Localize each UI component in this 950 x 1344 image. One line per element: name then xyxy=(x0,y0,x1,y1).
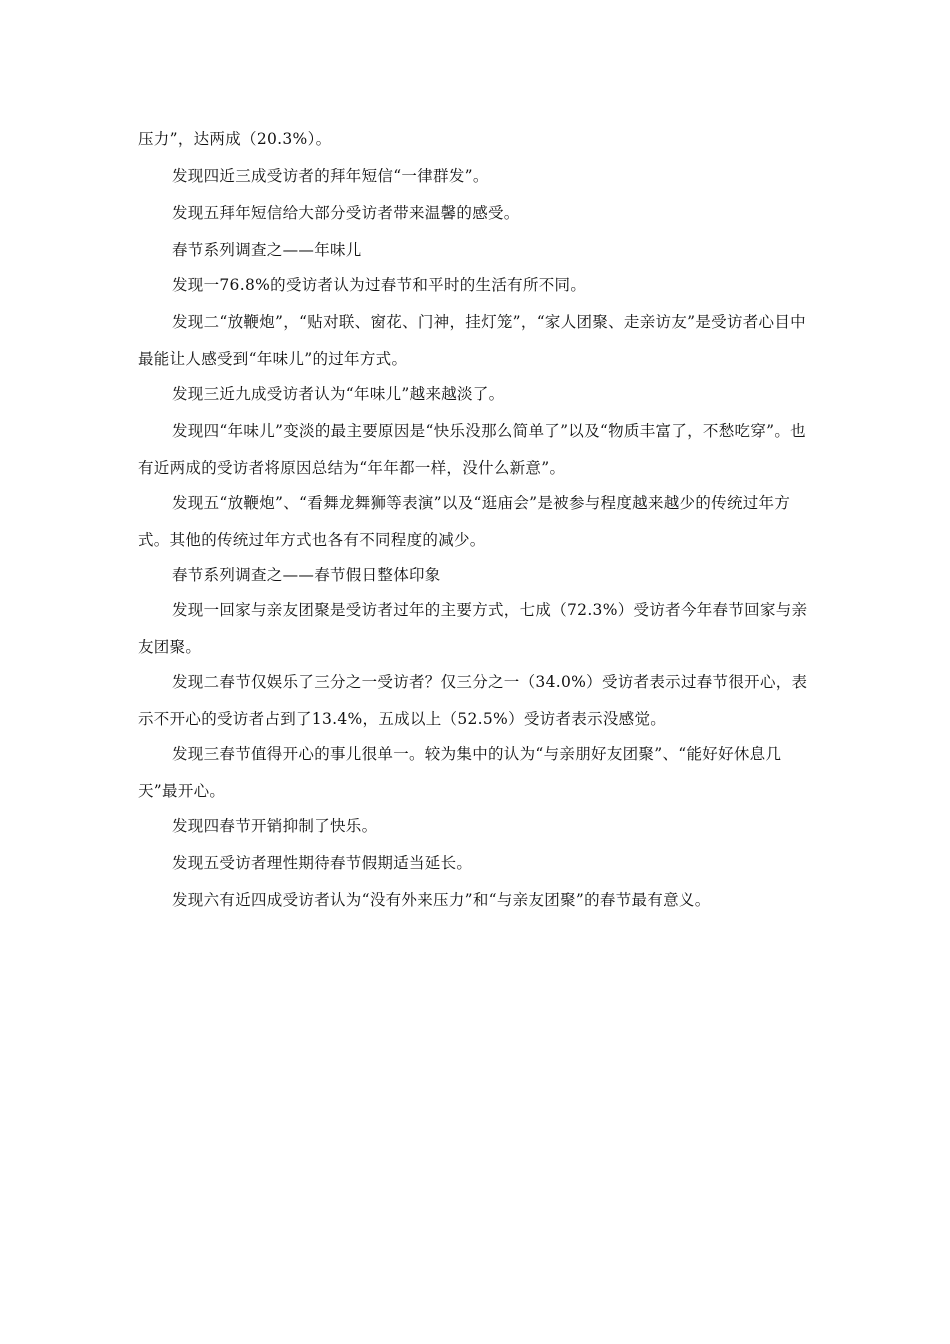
paragraph-finding-5-sms: 发现五拜年短信给大部分受访者带来温馨的感受。 xyxy=(172,204,520,222)
paragraph-finding-3-nianweir: 发现三近九成受访者认为“年味儿”越来越淡了。 xyxy=(172,385,505,403)
paragraph-finding-4-nianweir: 发现四“年味儿”变淡的最主要原因是“快乐没那么简单了”以及“物质丰富了，不愁吃穿”。也有近两成的受访者将原因总结为“年年都一样，没什么新意”。 xyxy=(138,422,806,477)
paragraph-finding-1-nianweir: 发现一76.8%的受访者认为过春节和平时的生活有所不同。 xyxy=(172,276,587,294)
paragraph-finding-5-nianweir: 发现五“放鞭炮”、“看舞龙舞狮等表演”以及“逛庙会”是被参与程度越来越少的传统过年方式。其他的传统过年方式也各有不同程度的减少。 xyxy=(138,494,791,549)
paragraph-finding-4-holiday: 发现四春节开销抑制了快乐。 xyxy=(172,817,378,835)
section-heading-holiday-impression: 春节系列调查之——春节假日整体印象 xyxy=(172,566,441,584)
paragraph-finding-4-sms: 发现四近三成受访者的拜年短信“一律群发”。 xyxy=(172,167,489,185)
paragraph-continuation: 压力”，达两成（20.3%）。 xyxy=(138,130,332,148)
paragraph-finding-2-holiday: 发现二春节仅娱乐了三分之一受访者？仅三分之一（34.0%）受访者表示过春节很开心，表示不开心的受访者占到了13.4%，五成以上（52.5%）受访者表示没感觉。 xyxy=(138,673,808,728)
section-heading-nianweir: 春节系列调查之——年味儿 xyxy=(172,241,362,259)
paragraph-finding-3-holiday: 发现三春节值得开心的事儿很单一。较为集中的认为“与亲朋好友团聚”、“能好好休息几天”最开心。 xyxy=(138,745,782,800)
paragraph-finding-1-holiday: 发现一回家与亲友团聚是受访者过年的主要方式，七成（72.3%）受访者今年春节回家与亲友团聚。 xyxy=(138,601,808,656)
paragraph-finding-5-holiday: 发现五受访者理性期待春节假期适当延长。 xyxy=(172,854,473,872)
document-body xyxy=(138,124,818,922)
paragraph-finding-2-nianweir: 发现二“放鞭炮”，“贴对联、窗花、门神，挂灯笼”，“家人团聚、走亲访友”是受访者心目中最能让人感受到“年味儿”的过年方式。 xyxy=(138,313,806,368)
paragraph-finding-6-holiday: 发现六有近四成受访者认为“没有外来压力”和“与亲友团聚”的春节最有意义。 xyxy=(172,891,711,909)
